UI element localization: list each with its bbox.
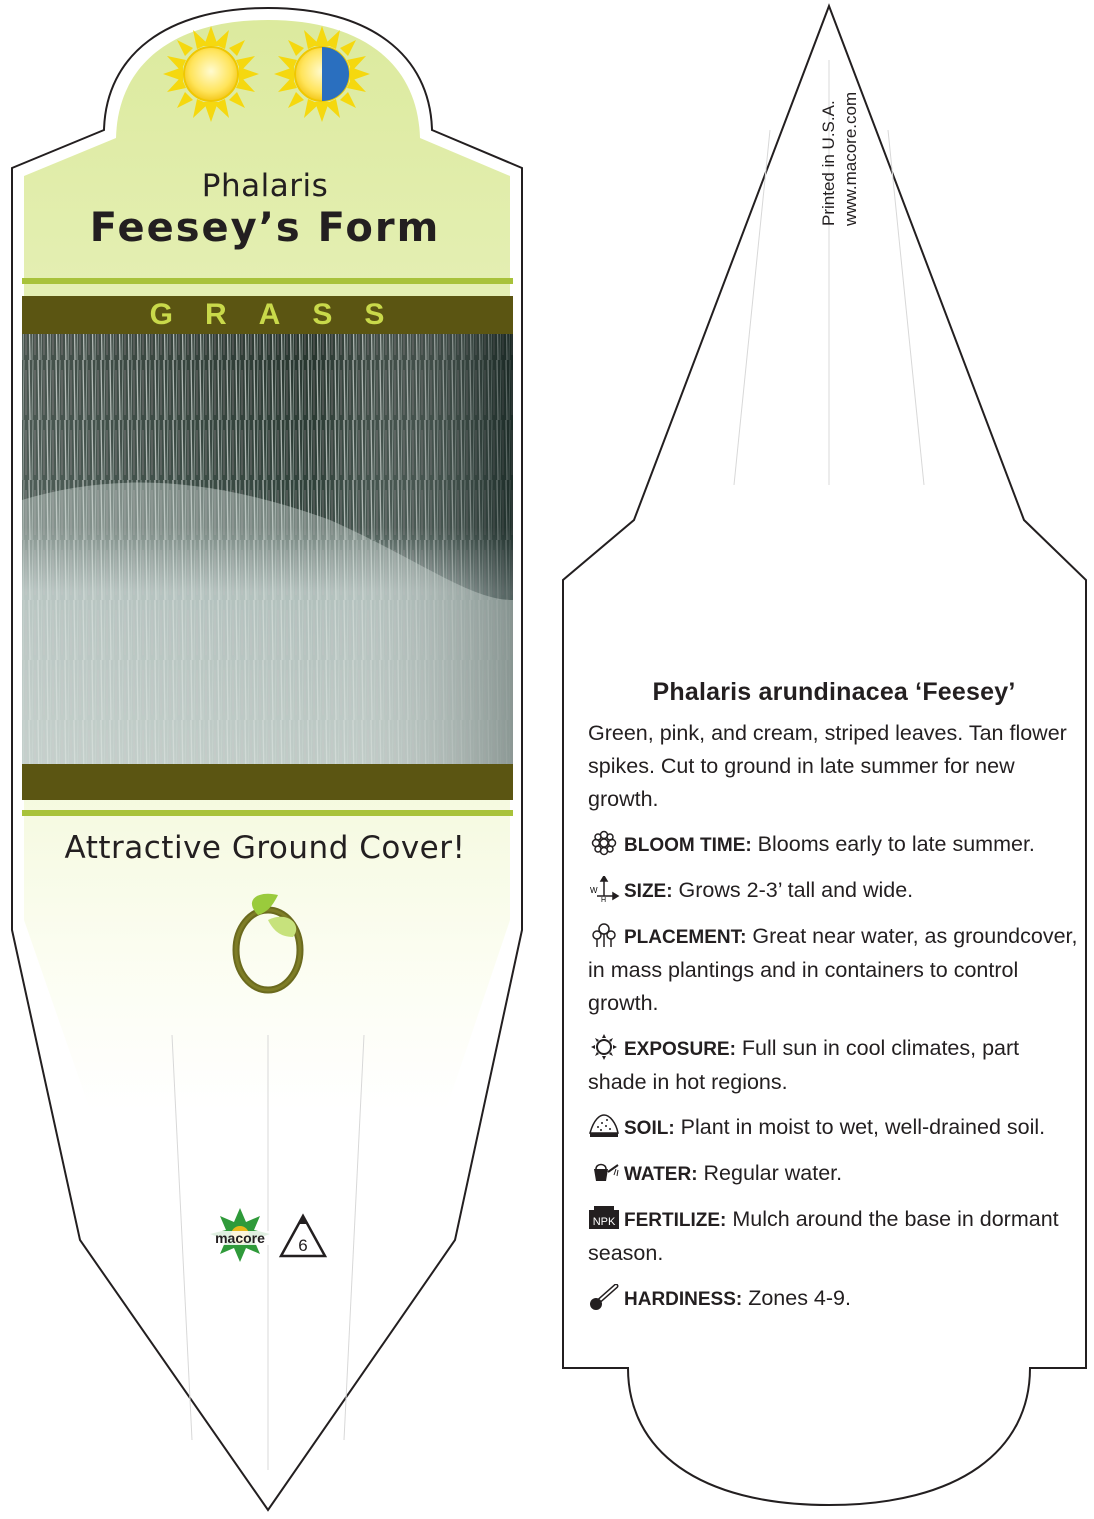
attr-hardiness: [588, 1282, 1080, 1316]
rule-top: [22, 278, 513, 284]
water-label: WATER:: [624, 1164, 698, 1185]
bloom-text: Blooms early to late summer.: [751, 832, 1035, 856]
recycle-code: 6: [298, 1236, 308, 1255]
botanical-name: Phalaris arundinacea ‘Feesey’: [652, 678, 1016, 706]
water-text: Regular water.: [697, 1161, 843, 1185]
hardiness-label: HARDINESS:: [624, 1289, 743, 1310]
sun-outline-icon: [588, 1034, 620, 1060]
recycle-icon: [278, 1212, 328, 1262]
plant-photo: [22, 334, 513, 764]
attr-water: [588, 1157, 1080, 1191]
soil-label: SOIL:: [624, 1118, 675, 1139]
placement-label: PLACEMENT:: [624, 927, 747, 948]
genus-name: Phalaris: [201, 168, 329, 204]
description: Green, pink, and cream, striped leaves. Tan flower spikes. Cut to ground in late summer for new growth.: [588, 721, 1067, 811]
soil-text: Plant in moist to wet, well-drained soil.: [674, 1115, 1046, 1139]
website-text: www.macore.com: [841, 91, 860, 226]
attr-soil: [588, 1111, 1080, 1145]
attr-bloom-time: [588, 828, 1080, 862]
attr-size: [588, 874, 1080, 908]
exposure-text: Full sun in cool climates, part shade in hot regions.: [588, 1036, 1020, 1094]
size-icon: [588, 876, 620, 902]
macore-logo: [204, 1206, 276, 1270]
svg-text:H: H: [601, 897, 607, 902]
placement-text: Great near water, as groundcover, in mass plantings and in containers to control growth.: [588, 924, 1078, 1015]
tagline: Attractive Ground Cover!: [64, 830, 466, 866]
printed-in-text: Printed in U.S.A.: [819, 100, 838, 226]
cultivar-name: Feesey’s Form: [89, 205, 441, 251]
attr-placement: [588, 920, 1080, 1020]
svg-text:NPK: NPK: [592, 1216, 616, 1228]
part-sun-icon: [274, 26, 370, 122]
stake-print: [818, 66, 858, 226]
full-sun-icon: [163, 26, 259, 122]
placement-icon: [588, 922, 620, 948]
rule-bottom: [22, 810, 513, 816]
brand-text: macore: [215, 1230, 265, 1246]
category-label: GRASS: [149, 298, 417, 331]
back-info: [588, 678, 1080, 1328]
bloom-label: BLOOM TIME:: [624, 835, 752, 856]
attr-exposure: [588, 1032, 1080, 1099]
soil-icon: [588, 1113, 620, 1139]
npk-icon: [588, 1205, 620, 1231]
fertilize-label: FERTILIZE:: [624, 1210, 727, 1231]
hardiness-text: Zones 4-9.: [742, 1286, 851, 1310]
size-text: Grows 2-3’ tall and wide.: [672, 878, 914, 902]
fertilize-text: Mulch around the base in dormant season.: [588, 1207, 1059, 1265]
flower-icon: [588, 830, 620, 856]
size-label: SIZE:: [624, 881, 673, 902]
svg-text:W: W: [590, 886, 598, 895]
thermometer-icon: [588, 1284, 620, 1310]
bottom-band: [22, 764, 513, 800]
attr-fertilize: [588, 1203, 1080, 1270]
exposure-label: EXPOSURE:: [624, 1039, 736, 1060]
watering-can-icon: [588, 1159, 620, 1185]
